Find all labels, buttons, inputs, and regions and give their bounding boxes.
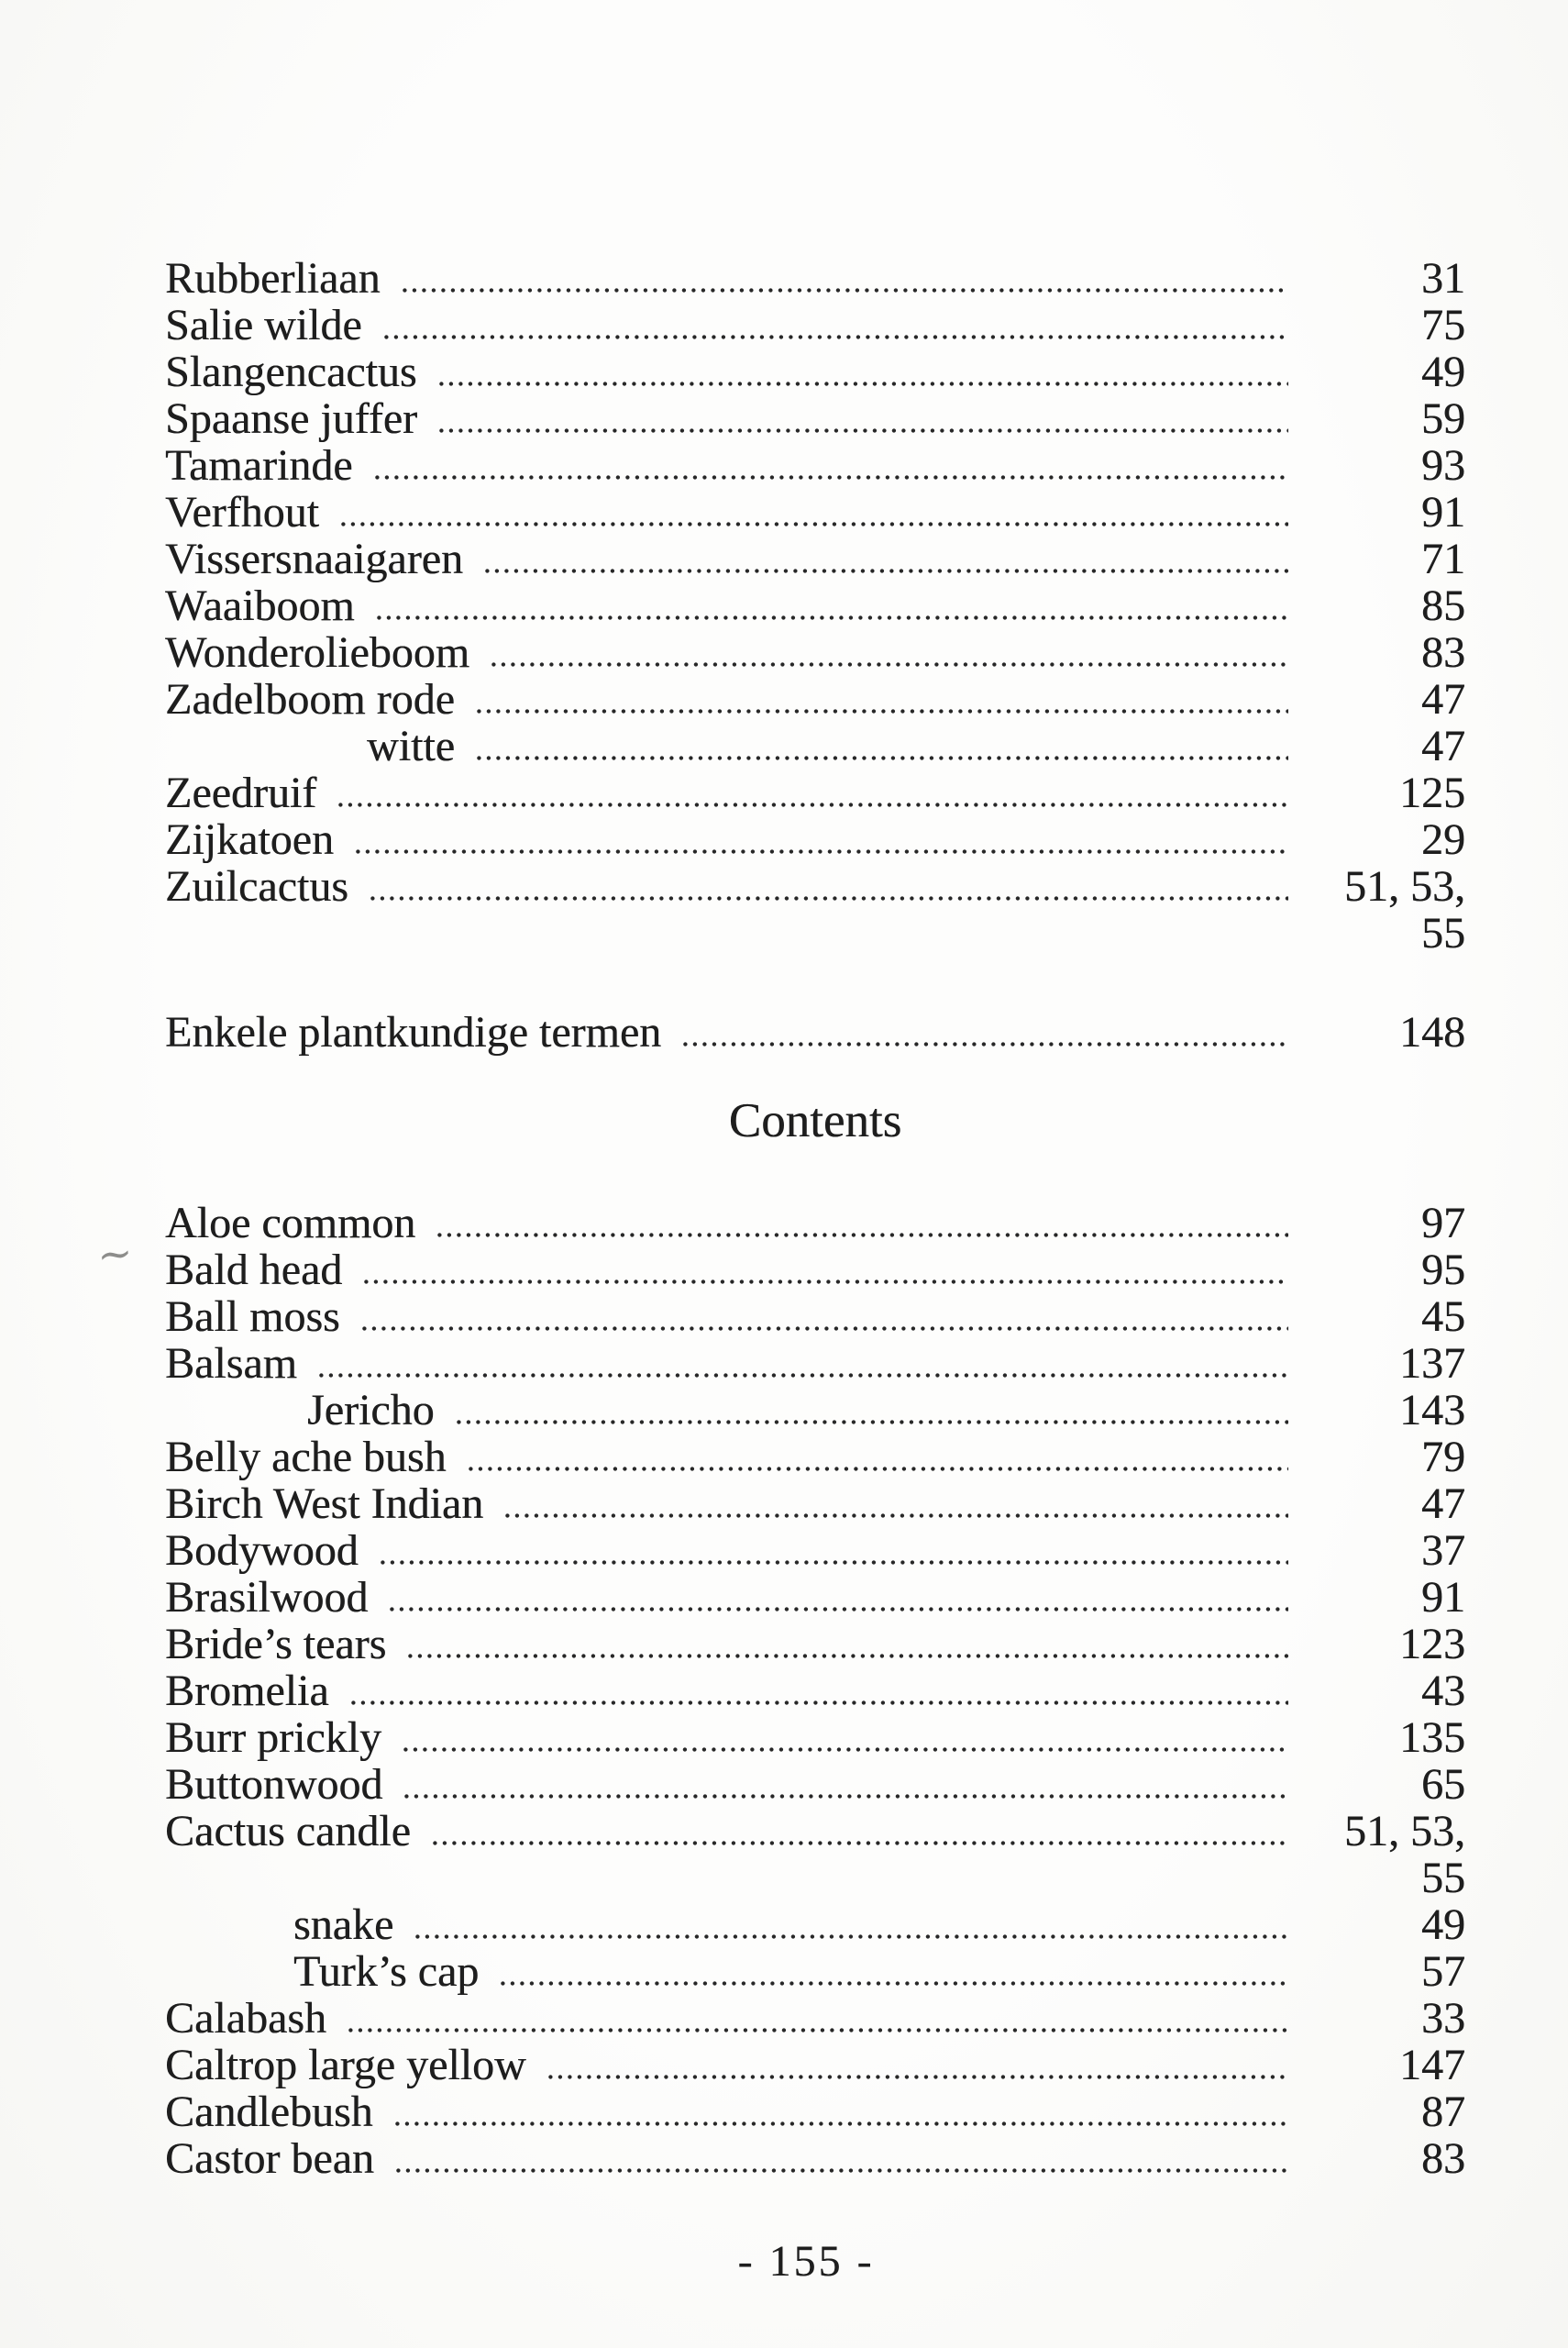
entry-label: Vissersnaaigaren [165,535,463,583]
index-entry-row [165,816,1465,863]
entry-page-number: 125 [1399,769,1465,817]
entry-page-number: 83 [1421,2134,1465,2183]
entry-leader-dots [439,428,1288,433]
entry-label: Turk’s cap [293,1947,480,1996]
entry-leader-dots [437,1233,1288,1237]
entry-label: Zadelboom rode [165,675,455,724]
entry-label: Ball moss [165,1292,340,1341]
entry-page-number: 85 [1421,581,1465,630]
entry-leader-dots [408,1654,1288,1658]
entry-label: Bride’s tears [165,1620,387,1668]
index-entry-row [165,302,1465,349]
entry-page-number: 49 [1421,348,1465,396]
entry-page-number: 95 [1421,1246,1465,1294]
entry-page-number: 43 [1421,1667,1465,1715]
entry-page-number: 79 [1421,1433,1465,1481]
entry-page-number: 51, 53, [1344,1807,1465,1855]
entry-page-number: 65 [1421,1760,1465,1809]
entry-page-number: 59 [1421,394,1465,443]
entry-label: Castor bean [165,2134,374,2183]
entry-leader-dots [356,849,1288,854]
index-entry-row [165,2042,1465,2088]
entry-leader-dots [396,2168,1288,2173]
entry-page-number: 37 [1421,1526,1465,1575]
entry-label: snake [293,1900,394,1949]
index-entry-row [165,442,1465,489]
entry-page-number: 123 [1399,1620,1465,1668]
entry-page-number: 45 [1421,1292,1465,1341]
entry-label: Jericho [307,1386,435,1434]
entry-label: Zuilcactus [165,862,348,911]
index-entry-row [165,1527,1465,1574]
index-entry-row [165,2135,1465,2182]
contents-heading: Contents [728,1094,902,1147]
entry-label: Wonderolieboom [165,628,470,677]
entry-leader-dots [469,1467,1288,1471]
index-entry-row [165,1340,1465,1387]
index-entry-row [165,1901,1465,1948]
index-entry-row [165,489,1465,536]
index-entry-row [165,1995,1465,2042]
entry-page-number: 75 [1421,301,1465,349]
entry-page-number: 91 [1421,488,1465,537]
index-entry-row [165,770,1465,816]
page-number-footer: - 155 - [737,2237,875,2286]
entry-leader-dots [485,569,1288,573]
index-entry-row [165,1621,1465,1667]
entry-label: Salie wilde [165,301,362,349]
index-entry-row [165,1480,1465,1527]
entry-leader-dots [403,1747,1288,1752]
entry-label: Aloe common [165,1199,416,1247]
index-entry-row [165,1948,1465,1995]
entry-leader-dots [375,475,1288,480]
entry-label: Burr prickly [165,1713,381,1762]
index-entry-row [165,723,1465,770]
entry-leader-dots [338,803,1288,807]
entry-page-number: 135 [1399,1713,1465,1762]
entry-label: Buttonwood [165,1760,383,1809]
entry-leader-dots [348,2028,1288,2032]
entry-label: Caltrop large yellow [165,2041,526,2089]
entry-leader-dots [381,1560,1288,1565]
index-entry-row [165,2088,1465,2135]
entry-leader-dots [415,1934,1288,1939]
entry-page-number: 147 [1399,2041,1465,2089]
entry-label: Rubberliaan [165,254,381,303]
entry-label: Waaiboom [165,581,355,630]
index-entry-row [165,1808,1465,1855]
index-entry-row [165,863,1465,910]
index-entry-row [165,1855,1465,1901]
entry-label: Bodywood [165,1526,359,1575]
entry-leader-dots [501,1981,1288,1986]
index-entry-row [165,1434,1465,1480]
entry-label: Cactus candle [165,1807,411,1855]
entry-leader-dots [390,1607,1288,1611]
index-entry-row [165,1574,1465,1621]
entry-label: Candlebush [165,2088,373,2136]
entry-leader-dots [433,1841,1288,1845]
entry-leader-dots [377,615,1288,620]
entry-leader-dots [319,1373,1288,1378]
entry-leader-dots [683,1042,1288,1047]
index-entry-botanical-terms [165,1009,1465,1056]
entry-leader-dots [341,522,1288,526]
entry-leader-dots [403,288,1288,293]
entry-label: Enkele plantkundige termen [165,1008,662,1057]
entry-leader-dots [439,382,1288,386]
index-entry-row [165,629,1465,676]
entry-page-number: 87 [1421,2088,1465,2136]
entry-leader-dots [362,1326,1288,1331]
entry-leader-dots [395,2121,1288,2126]
entry-label: Slangencactus [165,348,417,396]
index-entry-row [165,1200,1465,1246]
entry-label: Brasilwood [165,1573,369,1622]
entry-label: Balsam [165,1339,297,1388]
entry-label: Zijkatoen [165,815,334,864]
entry-page-number: 83 [1421,628,1465,677]
entry-page-number: 49 [1421,1900,1465,1949]
entry-leader-dots [351,1700,1288,1705]
page-content [165,0,1465,2285]
entry-leader-dots [404,1794,1288,1799]
entry-label: witte [367,722,455,770]
index-entry-row [165,1387,1465,1434]
index-entry-row [165,536,1465,582]
entry-page-number: 57 [1421,1947,1465,1996]
entry-label: Verfhout [165,488,319,537]
entry-leader-dots [457,1420,1288,1424]
index-entry-row [165,582,1465,629]
index-entry-row [165,349,1465,395]
entry-leader-dots [505,1513,1288,1518]
entry-page-number: 143 [1399,1386,1465,1434]
entry-page-number: 148 [1399,1008,1465,1057]
entry-page-number: 91 [1421,1573,1465,1622]
entry-page-number: 137 [1399,1339,1465,1388]
entry-leader-dots [364,1279,1288,1284]
entry-label: Tamarinde [165,441,353,490]
index-entry-row [165,1246,1465,1293]
entry-leader-dots [477,756,1288,760]
entry-page-number: 33 [1421,1994,1465,2043]
entry-page-number: 55 [1421,909,1465,958]
entry-label: Bald head [165,1246,343,1294]
index-entry-row [165,1667,1465,1714]
entry-label: Zeedruif [165,769,317,817]
index-entry-row [165,1761,1465,1808]
entry-page-number: 31 [1421,254,1465,303]
english-index-list [165,1200,1465,2182]
index-entry-row [165,1714,1465,1761]
entry-page-number: 51, 53, [1344,862,1465,911]
entry-page-number: 47 [1421,722,1465,770]
entry-page-number: 71 [1421,535,1465,583]
entry-leader-dots [370,896,1288,901]
entry-page-number: 47 [1421,675,1465,724]
index-entry-row [165,910,1465,957]
dutch-index-list [165,255,1465,957]
index-entry-row [165,395,1465,442]
entry-page-number: 47 [1421,1479,1465,1528]
entry-page-number: 55 [1421,1854,1465,1902]
index-entry-row [165,1293,1465,1340]
entry-label: Birch West Indian [165,1479,484,1528]
entry-page-number: 97 [1421,1199,1465,1247]
entry-label: Belly ache bush [165,1433,447,1481]
entry-label: Spaanse juffer [165,394,418,443]
entry-leader-dots [548,2075,1288,2079]
entry-page-number: 93 [1421,441,1465,490]
index-entry-row [165,676,1465,723]
entry-page-number: 29 [1421,815,1465,864]
entry-leader-dots [384,335,1288,339]
entry-leader-dots [477,709,1288,714]
entry-label: Calabash [165,1994,326,2043]
pen-margin-mark: ~ [94,1227,136,1280]
entry-label: Bromelia [165,1667,329,1715]
index-entry-row [165,255,1465,302]
entry-leader-dots [491,662,1288,667]
